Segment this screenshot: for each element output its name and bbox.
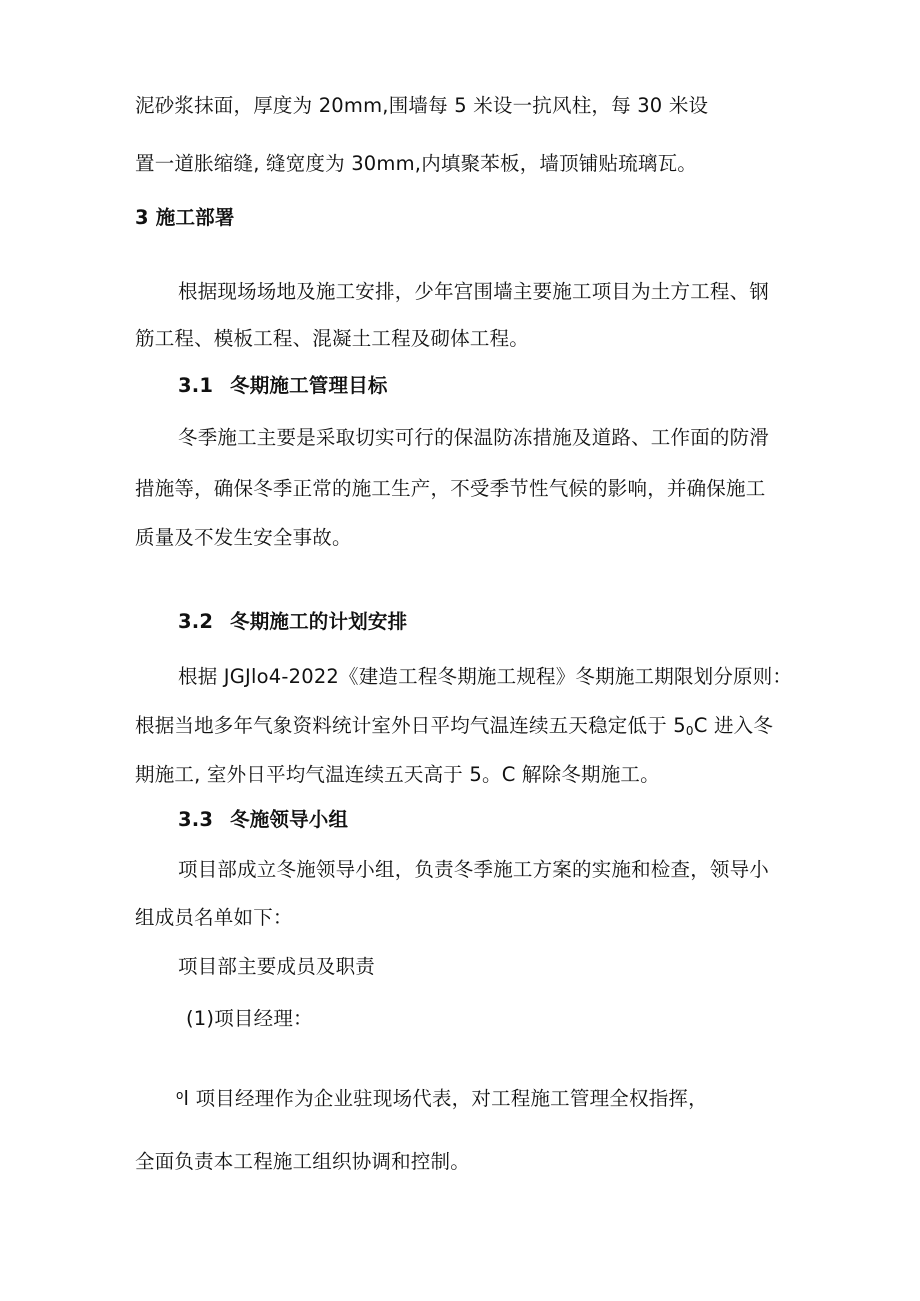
section-heading: 3 施工部署: [135, 206, 235, 229]
text-segment: 根据当地多年气象资料统计室外日平均气温连续五天稳定低于 5: [135, 714, 686, 737]
text-segment: l 项目经理作为企业驻现场代表，对工程施工管理全权指挥，: [183, 1087, 708, 1110]
subsection-title: 冬期施工的计划安排: [230, 610, 408, 633]
body-text-line: 置一道胀缩缝, 缝宽度为 30mm,内填聚苯板，墙顶铺贴琉璃瓦。: [135, 152, 697, 175]
subsection-number: 3.3: [178, 808, 214, 831]
subscript-zero: 0: [685, 724, 694, 738]
body-text-line: [135, 712, 773, 745]
body-text-line: 冬季施工主要是采取切实可行的保温防冻措施及道路、工作面的防滑: [178, 426, 770, 449]
body-text-line: [176, 1081, 708, 1113]
body-text-line: 全面负责本工程施工组织协调和控制。: [135, 1150, 470, 1173]
subsection-heading: [178, 806, 348, 834]
body-text-line: 质量及不发生安全事故。: [135, 526, 352, 549]
body-text-line: 根据现场场地及施工安排，少年宫围墙主要施工项目为土方工程、钢: [178, 280, 770, 303]
body-text-line: 期施工, 室外日平均气温连续五天高于 5。C 解除冬期施工。: [135, 763, 660, 786]
subsection-heading: [178, 372, 388, 400]
subsection-heading: [178, 608, 407, 636]
text-segment: C 进入冬: [693, 714, 774, 737]
body-text-line: 项目部成立冬施领导小组，负责冬季施工方案的实施和检查，领导小: [178, 858, 770, 881]
body-text-line: 措施等，确保冬季正常的施工生产，不受季节性气候的影响，并确保施工: [135, 477, 766, 500]
subsection-number: 3.1: [178, 374, 214, 397]
body-text-line: 组成员名单如下：: [135, 906, 293, 929]
body-text-line: 泥砂浆抹面，厚度为 20mm,围墙每 5 米设一抗风柱，每 30 米设: [135, 94, 709, 117]
body-text-line: 项目部主要成员及职责: [178, 955, 376, 978]
body-text-line: 根据 JGJlo4-2022《建造工程冬期施工规程》冬期施工期限划分原则：: [178, 665, 793, 688]
subsection-title: 冬施领导小组: [230, 808, 349, 831]
list-item-label: (1)项目经理：: [186, 1007, 313, 1030]
body-text-line: 筋工程、模板工程、混凝土工程及砌体工程。: [135, 327, 530, 350]
subsection-number: 3.2: [178, 610, 214, 633]
subsection-title: 冬期施工管理目标: [230, 374, 388, 397]
bullet-marker: o: [176, 1088, 184, 1102]
